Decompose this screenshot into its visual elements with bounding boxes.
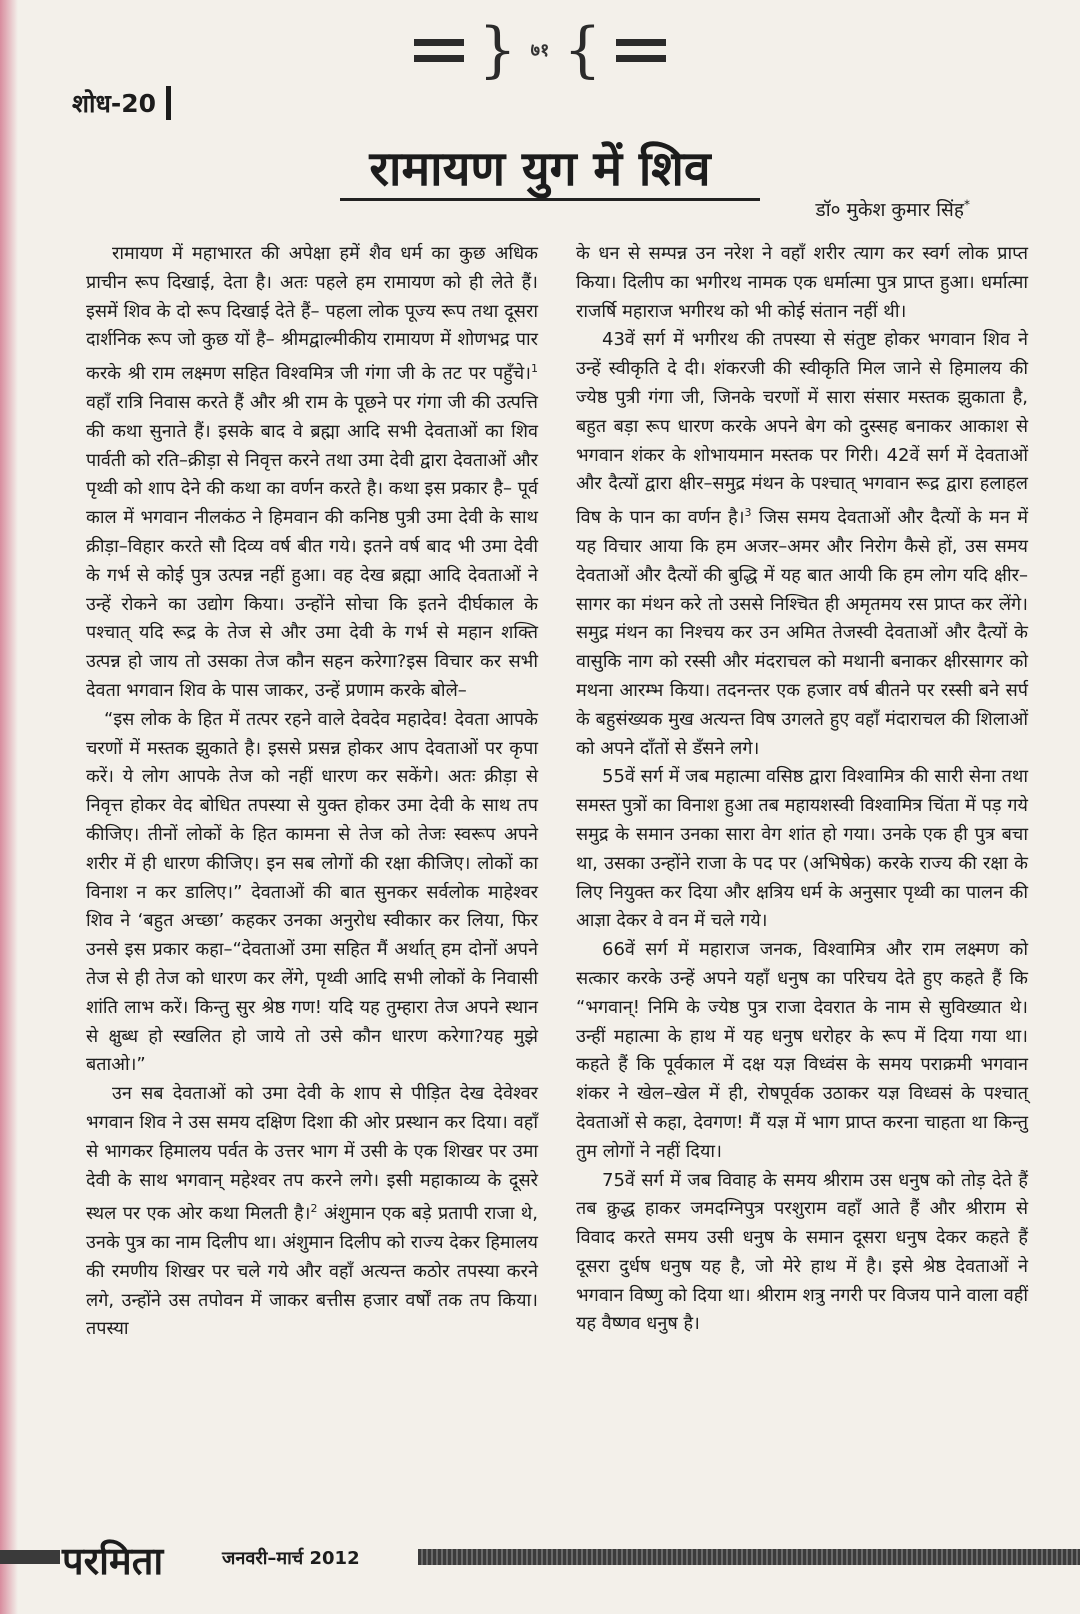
- left-column: [86, 240, 538, 1344]
- footnote-ref: 1: [531, 362, 538, 376]
- header-ornament: [0, 15, 1080, 85]
- paragraph-text: 43वें सर्ग में भगीरथ की तपस्या से संतुष्ट होकर भगवान शिव ने उन्हें स्वीकृति दे दी। शंकरजी की स्वीकृति मिल जाने से हिमालय की ज्येष्ठ पुत्री गंगा जी, जिनके चरणों में सारा संसार मस्तक झुकाता है, बहुत बड़ा रूप धारण करके अपने बेग को दुस्सह बनाकर आकाश से भगवान शंकर के शोभायमान मस्तक पर गिरी। 42वें सर्ग में देवताओं और दैत्यों द्वारा क्षीर–समुद्र मंथन के पश्चात् भगवान रूद्र द्वारा हलाहल विष के पान का वर्णन है।: [576, 329, 1028, 529]
- section-tag: शोध-20: [72, 86, 171, 120]
- footnote-ref: 3: [744, 506, 752, 520]
- paragraph: [86, 240, 538, 706]
- paragraph-text: वहाँ रात्रि निवास करते हैं और श्री राम के पूछने पर गंगा जी की उत्पत्ति की कथा सुनाते हैं। इसके बाद वे ब्रह्मा आदि सभी देवताओं का शिव पार्वती को रति–क्रीड़ा से निवृत्त करने तथा उमा देवी द्वारा देवताओं और पृथ्वी को शाप देने की कथा का वर्णन करते है। कथा इस प्रकार है– पूर्व काल में भगवान नीलकंठ ने हिमवान की कनिष्ठ पुत्री उमा देवी के साथ क्रीड़ा–विहार करते सौ दिव्य वर्ष बीत गये। इतने वर्ष बाद भी उमा देवी के गर्भ से कोई पुत्र उत्पन्न नहीं हुआ। वह देख ब्रह्मा आदि देवताओं ने उन्हें रोकने का उद्योग किया। उन्होंने सोचा कि इतने दीर्घकाल के पश्चात् यदि रूद्र के तेज से और उमा देवी के गर्भ से महान शक्ति उत्पन्न हो जाय तो उसका तेज कौन सहन करेगा?इस विचार कर सभी देवता भगवान शिव के पास जाकर, उन्हें प्रणाम करके बोले–: [86, 391, 538, 701]
- paragraph: 75वें सर्ग में जब विवाह के समय श्रीराम उस धनुष को तोड़ देते हैं तब क्रुद्ध हाकर जमदग्निपुत्र परशुराम वहाँ आते हैं और श्रीराम से विवाद करते समय उसी धनुष के समान दूसरा धनुष देकर कहते हैं दूसरा दुर्धष धनुष यह है, जो मेरे हाथ में है। इसे श्रेष्ठ देवताओं ने भगवान विष्णु को दिया था। श्रीराम शत्रु नगरी पर विजय पाने वाला वहीं यह वैष्णव धनुष है।: [576, 1169, 1028, 1335]
- footer: [0, 1539, 1080, 1583]
- footer-bar-left: [0, 1550, 60, 1564]
- title-underline: [340, 198, 760, 201]
- author-footnote-mark: *: [964, 197, 970, 212]
- magazine-brand: परमिता: [62, 1539, 164, 1583]
- paragraph: 55वें सर्ग में जब महात्मा वसिष्ठ द्वारा विश्वामित्र की सारी सेना तथा समस्त पुत्रों का विनाश हुआ तब महायशस्वी विश्वामित्र चिंता में पड़ गये समुद्र के समान उनका सारा वेग शांत हो गया। उनके एक ही पुत्र बचा था, उसका उन्होंने राजा के पद पर (अभिषेक) करके राज्य की रक्षा के लिए नियुक्त कर दिया और क्षत्रिय धर्म के अनुसार पृथ्वी का पालन की आज्ञा देकर वे वन में चले गये।: [576, 766, 1028, 932]
- author-line: [816, 196, 970, 222]
- issue-date: जनवरी–मार्च 2012: [222, 1548, 360, 1569]
- paragraph: 66वें सर्ग में महाराज जनक, विश्वामित्र और राम लक्ष्मण को सत्कार करके उन्हें अपने यहाँ धनुष का परिचय देते हुए कहते हैं कि “भगवान्! निमि के ज्येष्ठ पुत्र राजा देवरात के नाम से सुविख्यात थे। उन्हीं महात्मा के हाथ में यह धनुष धरोहर के रूप में दिया गया था। कहते हैं कि पूर्वकाल में दक्ष यज्ञ विध्वंस के समय पराक्रमी भगवान शंकर ने खेल–खेल में ही, रोषपूर्वक उठाकर यज्ञ विध्वसं के पश्चात् देवताओं से कहा, देवगण! मैं यज्ञ में भाग प्राप्त करना चाहता था किन्तु तुम लोगों ने नहीं दिया।: [576, 939, 1028, 1162]
- paragraph: [576, 326, 1028, 763]
- page-number: ७१: [530, 40, 550, 61]
- ornament-bars-right: [616, 39, 666, 62]
- author-name: डॉ० मुकेश कुमार सिंह: [815, 199, 964, 221]
- paragraph-text: जिस समय देवताओं और दैत्यों के मन में यह विचार आया कि हम अजर–अमर और निरोग कैसे हों, उस समय देवताओं और दैत्यों की बुद्धि में यह बात आयी कि हम लोग यदि क्षीर–सागर का मंथन करे तो उससे निश्चित ही अमृतमय रस प्राप्त कर लेंगे। समुद्र मंथन का निश्चय कर उन अमित तेजस्वी देवताओं और दैत्यों के वासुकि नाग को रस्सी और मंदराचल को मथानी बनाकर क्षीरसागर को मथना आरम्भ किया। तदनन्तर एक हजार वर्ष बीतने पर रस्सी बने सर्प के बहुसंख्यक मुख अत्यन्त विष उगलते हुए वहाँ मंदाराचल की शिलाओं को अपने दाँतों से डँसने लगे।: [576, 507, 1028, 759]
- paragraph-text: अंशुमान एक बड़े प्रतापी राजा थे, उनके पुत्र का नाम दिलीप था। अंशुमान दिलीप को राज्य देकर हिमालय की रमणीय शिखर पर चले गये और वहाँ अत्यन्त कठोर तपस्या करने लगे, उन्होंने उस तपोवन में जाकर बत्तीस हजार वर्षों तक तप किया। तपस्या: [86, 1203, 538, 1340]
- ornament-bars-left: [414, 39, 464, 62]
- quote-paragraph: “इस लोक के हित में तत्पर रहने वाले देवदेव महादेव! देवता आपके चरणों में मस्तक झुकाते है। इससे प्रसन्न होकर आप देवताओं पर कृपा करें। ये लोग आपके तेज को नहीं धारण कर सकेंगे। अतः क्रीड़ा से निवृत्त होकर वेद बोधित तपस्या से युक्त होकर उमा देवी के साथ तप कीजिए। तीनों लोकों के हित कामना से तेज को तेजः स्वरूप अपने शरीर में ही धारण कीजिए। इन सब लोगों की रक्षा कीजिए। लोकों का विनाश न कर डालिए।” देवताओं की बात सुनकर सर्वलोक माहेश्वर शिव ने ‘बहुत अच्छा’ कहकर उनका अनुरोध स्वीकार कर लिया, फिर उनसे इस प्रकार कहा–“देवताओं उमा सहित मैं अर्थात् हम दोनों अपने तेज से ही तेज को धारण कर लेंगे, पृथ्वी आदि सभी लोकों के निवासी शांति लाभ करें। किन्तु सुर श्रेष्ठ गण! यदि यह तुम्हारा तेज अपने स्थान से क्षुब्ध हो स्खलित हो जाये तो उसे कौन धारण करेगा?यह मुझे बताओ।”: [86, 708, 538, 1076]
- ornament-bracket-right: {: [563, 15, 602, 85]
- paragraph-text: रामायण में महाभारत की अपेक्षा हमें शैव धर्म का कुछ अधिक प्राचीन रूप दिखाई, देता है। अतः पहले हम रामायण को ही लेते हैं। इसमें शिव के दो रूप दिखाई देते हैं– पहला लोक पूज्य रूप तथा दूसरा दार्शनिक रूप जो कुछ यों है– श्रीमद्वाल्मीकीय रामायण में शोणभद्र पार करके श्री राम लक्ष्मण सहित विश्वमित्र जी गंगा जी के तट पर पहुँचे।: [86, 243, 538, 385]
- paragraph: के धन से सम्पन्न उन नरेश ने वहाँ शरीर त्याग कर स्वर्ग लोक प्राप्त किया। दिलीप का भगीरथ नामक एक धर्मात्मा पुत्र प्राप्त हुआ। धर्मात्मा राजर्षि महाराज भगीरथ को भी कोई संतान नहीं थी।: [576, 243, 1028, 322]
- paragraph: [86, 1080, 538, 1344]
- footnote-ref: 2: [310, 1202, 318, 1216]
- right-column: [576, 240, 1028, 1339]
- paragraph-text: उन सब देवताओं को उमा देवी के शाप से पीड़ित देख देवेश्वर भगवान शिव ने उस समय दक्षिण दिशा की ओर प्रस्थान कर दिया। वहाँ से भागकर हिमालय पर्वत के उत्तर भाग में उसी के एक शिखर पर उमा देवी के साथ भगवान् महेश्वर तप करने लगे। इसी महाकाव्य के दूसरे स्थल पर एक ओर कथा मिलती है।: [86, 1083, 538, 1225]
- page-edge: [0, 0, 18, 1614]
- article-title: रामायण युग में शिव: [369, 141, 711, 197]
- ornament-bracket-left: }: [478, 15, 517, 85]
- footer-bar-right: [418, 1549, 1080, 1565]
